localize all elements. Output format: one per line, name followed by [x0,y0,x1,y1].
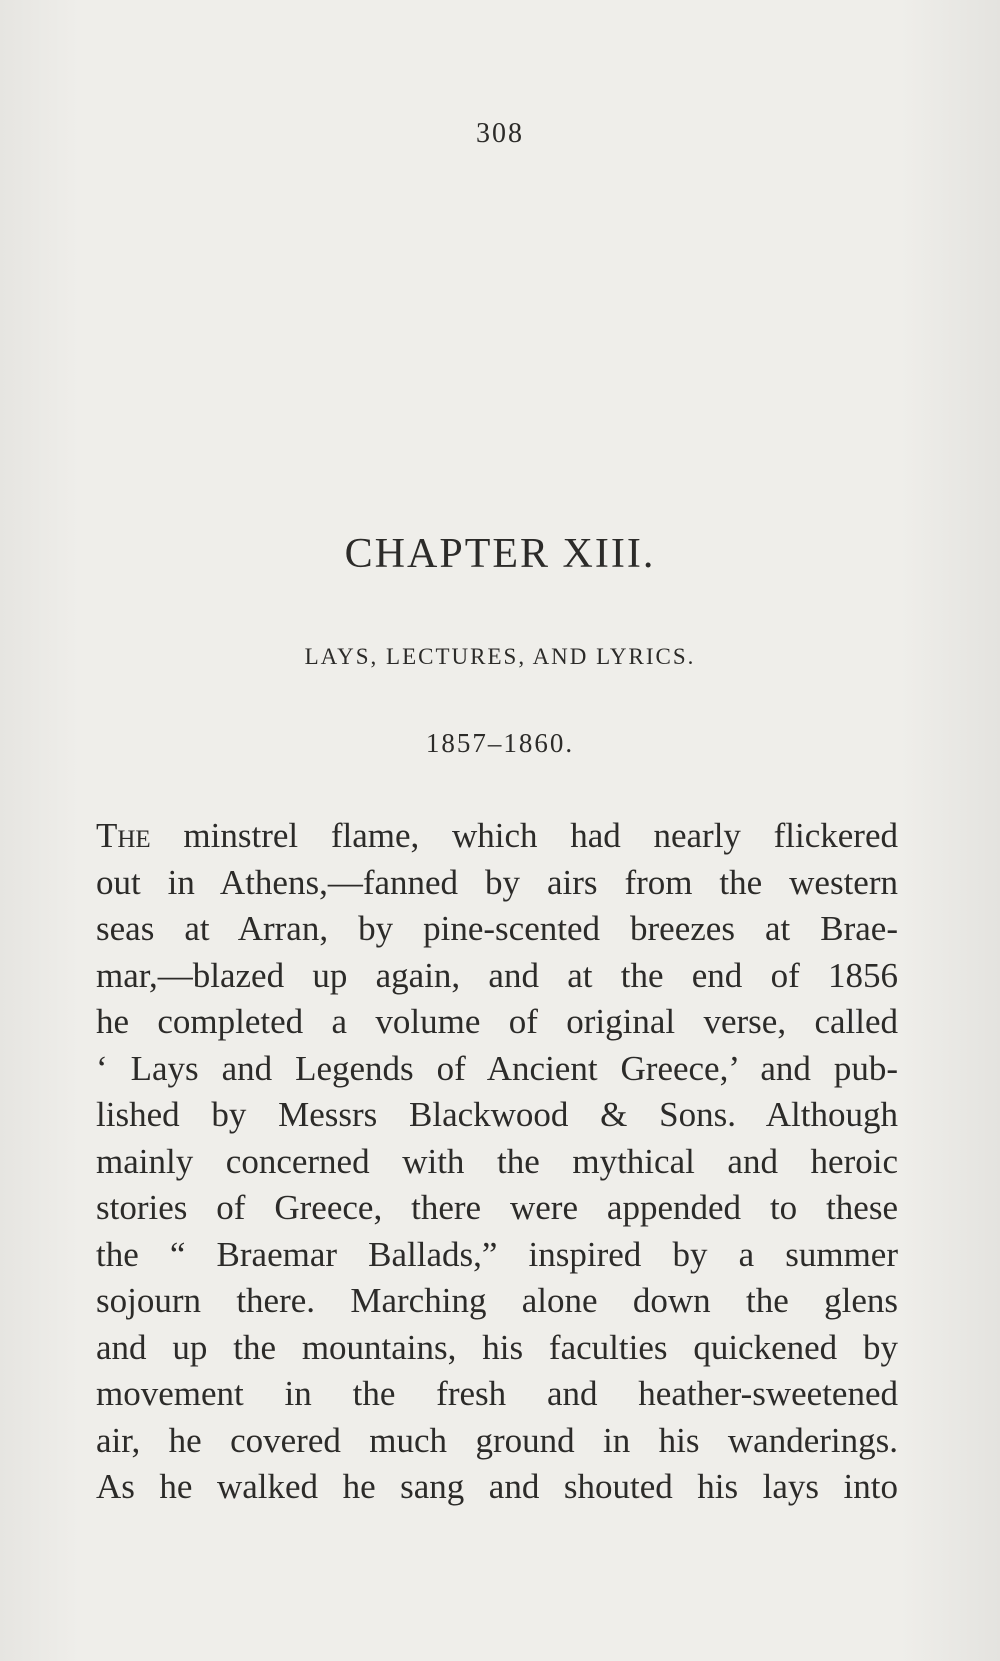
text-line [96,813,898,860]
text-line: the “ Braemar Ballads,” inspired by a summer [96,1234,898,1274]
text-line: ‘ Lays and Legends of Ancient Greece,’ and pub- [96,1048,898,1088]
page-number: 308 [476,118,524,149]
text-line: sojourn there. Marching alone down the glens [96,1281,898,1320]
text-line: As he walked he sang and shouted his lays into [96,1467,898,1506]
body-paragraph [96,813,898,1511]
chapter-subtitle: LAYS, LECTURES, AND LYRICS. [304,644,696,669]
chapter-title: CHAPTER XIII. [344,531,656,577]
text-line: and up the mountains, his faculties quickened by [96,1327,898,1367]
text-line: out in Athens,—fanned by airs from the western [96,862,898,902]
text-line: seas at Arran, by pine-scented breezes at Brae- [96,909,898,948]
text-line: movement in the fresh and heather-sweetened [96,1374,898,1413]
chapter-dates: 1857–1860. [425,728,575,758]
text-line: air, he covered much ground in his wanderings. [96,1420,898,1460]
text-line: he completed a volume of original verse, called [96,1002,898,1041]
text-line: mar,—blazed up again, and at the end of 1856 [96,955,898,995]
text-line: mainly concerned with the mythical and heroic [96,1141,898,1181]
lead-word: The [96,816,151,855]
text-line-content: minstrel flame, which had nearly flickered [150,816,898,855]
text-line: lished by Messrs Blackwood & Sons. Although [96,1095,898,1134]
text-line: stories of Greece, there were appended to these [96,1188,898,1227]
